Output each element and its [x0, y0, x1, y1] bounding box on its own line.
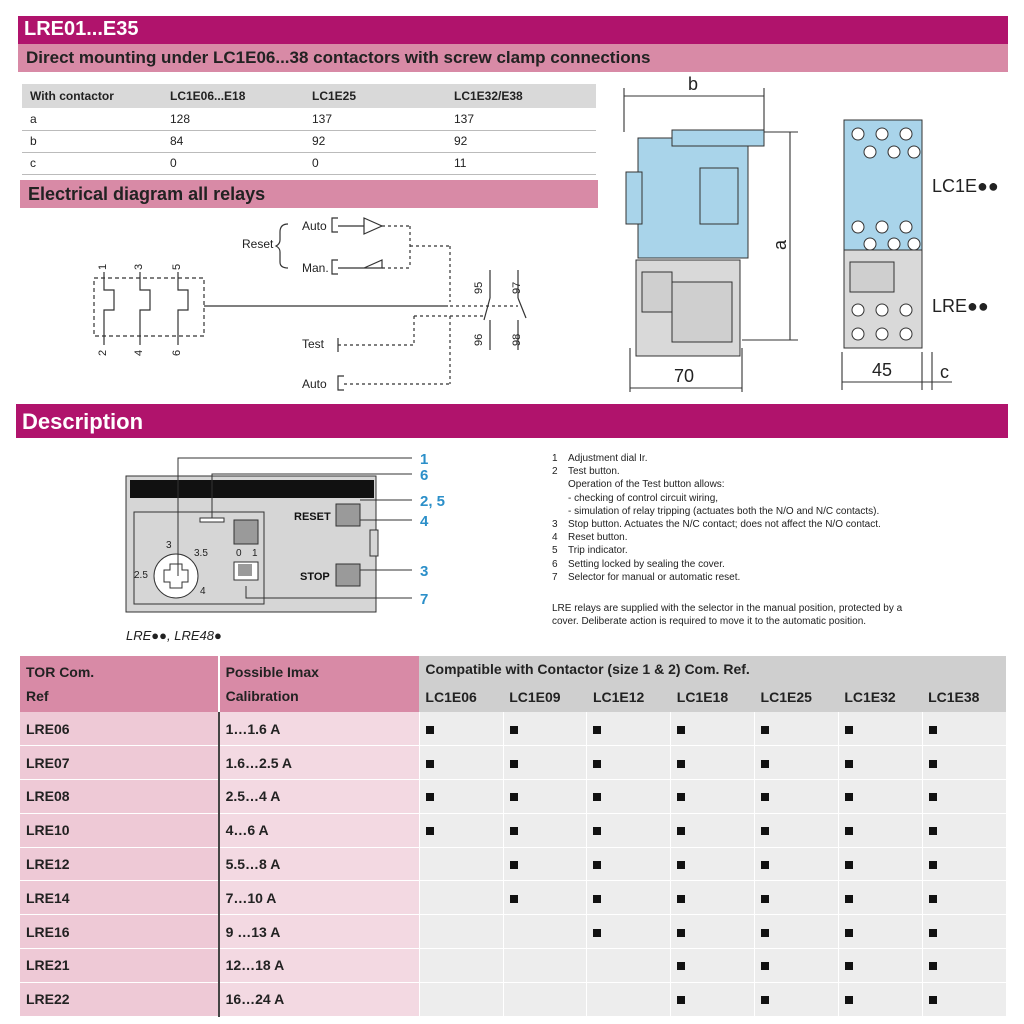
- switch-value-1: 1: [252, 548, 258, 559]
- compat-cell: [755, 881, 839, 915]
- compat-cell: [587, 982, 671, 1016]
- table-row: [22, 130, 596, 152]
- dim-cell: a: [22, 108, 162, 130]
- terminal-3: 3: [133, 263, 145, 270]
- compat-cell: [922, 746, 1006, 780]
- dim-cell: 137: [446, 108, 596, 130]
- compat-cell: [755, 746, 839, 780]
- dial-value-3: 3: [166, 540, 172, 551]
- compatible-mark-icon: [677, 726, 685, 734]
- legend-text: Trip indicator.: [568, 545, 628, 557]
- subtitle-bar: [18, 44, 1008, 72]
- legend-list: [552, 452, 1002, 584]
- dimension-drawing: [612, 72, 1012, 392]
- description-title: Description: [22, 409, 144, 434]
- dim-cell: 0: [162, 152, 304, 174]
- relay-calibration: 5.5…8 A: [219, 847, 420, 881]
- compatible-mark-icon: [761, 827, 769, 835]
- compat-cell: [587, 746, 671, 780]
- compatible-mark-icon: [593, 793, 601, 801]
- compatible-mark-icon: [593, 827, 601, 835]
- compat-cell: [922, 780, 1006, 814]
- relay-ref: LRE10: [20, 813, 219, 847]
- table-row: [20, 915, 1006, 949]
- compat-cell: [922, 881, 1006, 915]
- dim-cell: c: [22, 152, 162, 174]
- dim-cell: 84: [162, 130, 304, 152]
- compatible-mark-icon: [929, 793, 937, 801]
- compatible-mark-icon: [426, 793, 434, 801]
- legend-item: [552, 518, 1002, 531]
- compat-cell: [755, 813, 839, 847]
- compat-cell: [503, 780, 587, 814]
- compat-cell: [587, 915, 671, 949]
- relay-calibration: 16…24 A: [219, 982, 420, 1016]
- terminal-2: 2: [97, 349, 109, 356]
- compat-cell: [419, 949, 503, 983]
- table-row: [20, 746, 1006, 780]
- legend-text: Stop button. Actuates the N/C contact; does not affect the N/O contact.: [568, 519, 881, 531]
- relay-ref: LRE16: [20, 915, 219, 949]
- callout-2-5: 2, 5: [420, 493, 446, 510]
- calibration-header-line2: Calibration: [225, 688, 299, 704]
- compatible-mark-icon: [593, 861, 601, 869]
- compat-cell: [755, 915, 839, 949]
- relay-ref: LRE07: [20, 746, 219, 780]
- dim-cell: 137: [304, 108, 446, 130]
- dim-cell: 11: [446, 152, 596, 174]
- compat-cell: [671, 982, 755, 1016]
- compatible-mark-icon: [761, 929, 769, 937]
- dim-header: With contactor: [22, 84, 162, 108]
- dim-70-label: 70: [674, 366, 695, 386]
- compatible-mark-icon: [593, 760, 601, 768]
- compatible-mark-icon: [761, 895, 769, 903]
- lre-label: LRE●●: [932, 296, 989, 316]
- compat-cell: [671, 712, 755, 746]
- ref-header: [20, 656, 219, 712]
- compat-cell: [503, 915, 587, 949]
- compat-cell: [671, 949, 755, 983]
- compat-cell: [755, 949, 839, 983]
- compat-cell: [503, 982, 587, 1016]
- switch-value-0: 0: [236, 548, 242, 559]
- dim-cell: 128: [162, 108, 304, 130]
- compatible-mark-icon: [677, 996, 685, 1004]
- compat-cell: [671, 915, 755, 949]
- auto-label: Auto: [302, 219, 327, 233]
- compat-cell: [838, 949, 922, 983]
- electrical-diagram-title: Electrical diagram all relays: [28, 184, 266, 204]
- calibration-header-line1: Possible Imax: [225, 664, 319, 680]
- page-subtitle: Direct mounting under LC1E06...38 contactors with screw clamp connections: [26, 48, 651, 67]
- man-label: Man.: [302, 261, 329, 275]
- legend-item: [552, 505, 1002, 518]
- compat-cell: [587, 847, 671, 881]
- legend-text: - checking of control circuit wiring,: [568, 492, 719, 504]
- compatible-mark-icon: [845, 827, 853, 835]
- compat-cell: [587, 712, 671, 746]
- legend-item: [552, 571, 1002, 584]
- legend-item: [552, 478, 1002, 491]
- compatible-mark-icon: [510, 726, 518, 734]
- compat-cell: [755, 780, 839, 814]
- legend-item: [552, 492, 1002, 505]
- compat-cell: [503, 813, 587, 847]
- contactor-column-header: LC1E25: [755, 682, 839, 712]
- relay-ref: LRE21: [20, 949, 219, 983]
- contactor-column-header: LC1E12: [587, 682, 671, 712]
- compatible-mark-icon: [426, 726, 434, 734]
- calibration-header: [219, 656, 420, 712]
- compatible-mark-icon: [510, 793, 518, 801]
- electrical-diagram: [80, 210, 550, 400]
- compatible-mark-icon: [593, 929, 601, 937]
- compat-cell: [587, 881, 671, 915]
- legend-item: [552, 465, 1002, 478]
- legend-number: 1: [552, 453, 558, 464]
- compatible-mark-icon: [677, 895, 685, 903]
- compat-cell: [503, 881, 587, 915]
- terminal-5: 5: [171, 263, 183, 270]
- contactor-column-header: LC1E38: [922, 682, 1006, 712]
- terminal-4: 4: [133, 349, 145, 356]
- compatible-mark-icon: [593, 895, 601, 903]
- compatible-mark-icon: [761, 793, 769, 801]
- compatible-mark-icon: [677, 793, 685, 801]
- compatible-mark-icon: [845, 962, 853, 970]
- contactor-column-header: LC1E09: [503, 682, 587, 712]
- compat-cell: [838, 881, 922, 915]
- legend-number: [552, 505, 568, 518]
- relay-ref: LRE12: [20, 847, 219, 881]
- test-label: Test: [302, 337, 325, 351]
- compatible-mark-icon: [929, 962, 937, 970]
- terminal-6: 6: [171, 349, 183, 356]
- relay-calibration: 4…6 A: [219, 813, 420, 847]
- page-title-bar: [18, 16, 1008, 44]
- compatible-mark-icon: [845, 895, 853, 903]
- callout-6: 6: [420, 467, 429, 484]
- relay-ref: LRE08: [20, 780, 219, 814]
- dim-b-label: b: [688, 74, 699, 94]
- contactor-group-header: Compatible with Contactor (size 1 & 2) Com. Ref.: [419, 656, 1006, 682]
- dim-cell: 0: [304, 152, 446, 174]
- ref-header-line1: TOR Com.: [26, 664, 95, 680]
- relay-calibration: 9 …13 A: [219, 915, 420, 949]
- table-row: [22, 152, 596, 174]
- relay-calibration: 1…1.6 A: [219, 712, 420, 746]
- dim-a-label: a: [770, 239, 790, 250]
- compatible-mark-icon: [929, 760, 937, 768]
- table-row: [20, 847, 1006, 881]
- compat-cell: [922, 982, 1006, 1016]
- compat-cell: [671, 847, 755, 881]
- page-title: LRE01...E35: [24, 18, 139, 40]
- compat-cell: [671, 881, 755, 915]
- contact-95: 95: [473, 281, 485, 294]
- dial-value-2-5: 2.5: [134, 570, 148, 581]
- dim-45-label: 45: [872, 360, 893, 380]
- relay-calibration: 7…10 A: [219, 881, 420, 915]
- compat-cell: [838, 712, 922, 746]
- compatible-mark-icon: [510, 760, 518, 768]
- compat-cell: [419, 712, 503, 746]
- contactor-column-header: LC1E32: [838, 682, 922, 712]
- compatible-mark-icon: [677, 827, 685, 835]
- compat-cell: [922, 712, 1006, 746]
- compatible-mark-icon: [426, 827, 434, 835]
- dim-header: LC1E32/E38: [446, 84, 596, 108]
- dim-cell: 92: [304, 130, 446, 152]
- legend-item: [552, 558, 1002, 571]
- compat-cell: [922, 915, 1006, 949]
- relay-calibration: 12…18 A: [219, 949, 420, 983]
- legend-item: [552, 531, 1002, 544]
- dial-value-4: 4: [200, 586, 206, 597]
- relay-ref: LRE14: [20, 881, 219, 915]
- reset-button-label: RESET: [294, 511, 331, 523]
- legend-text: Test button.: [568, 466, 620, 478]
- stop-button-label: STOP: [300, 571, 330, 583]
- dim-c-label: c: [940, 362, 949, 382]
- compat-cell: [755, 712, 839, 746]
- compat-cell: [755, 847, 839, 881]
- legend-number: [552, 492, 568, 505]
- compat-cell: [755, 982, 839, 1016]
- compat-cell: [503, 949, 587, 983]
- table-row: [20, 813, 1006, 847]
- compat-cell: [419, 847, 503, 881]
- compatible-mark-icon: [761, 760, 769, 768]
- relay-ref: LRE06: [20, 712, 219, 746]
- compatible-mark-icon: [929, 895, 937, 903]
- compatible-mark-icon: [426, 760, 434, 768]
- compat-cell: [503, 847, 587, 881]
- legend-number: 4: [552, 532, 558, 544]
- compatible-mark-icon: [929, 861, 937, 869]
- compatible-mark-icon: [845, 996, 853, 1004]
- relay-caption: LRE●●, LRE48●: [126, 628, 222, 643]
- relay-calibration: 1.6…2.5 A: [219, 746, 420, 780]
- compatible-mark-icon: [510, 861, 518, 869]
- relay-calibration: 2.5…4 A: [219, 780, 420, 814]
- compat-cell: [838, 746, 922, 780]
- callout-4: 4: [420, 513, 429, 530]
- terminal-1: 1: [97, 263, 109, 270]
- compat-cell: [838, 982, 922, 1016]
- compatible-mark-icon: [761, 962, 769, 970]
- compatible-mark-icon: [929, 929, 937, 937]
- compatibility-table: [20, 656, 1006, 1017]
- compat-cell: [587, 949, 671, 983]
- contactor-column-header: LC1E18: [671, 682, 755, 712]
- compat-cell: [419, 746, 503, 780]
- compat-cell: [587, 780, 671, 814]
- legend-text: Selector for manual or automatic reset.: [568, 571, 741, 583]
- contactor-column-header: LC1E06: [419, 682, 503, 712]
- legend-text: - simulation of relay tripping (actuates both the N/O and N/C contacts).: [568, 505, 880, 517]
- auto2-label: Auto: [302, 377, 327, 391]
- legend-text: Reset button.: [568, 532, 628, 544]
- electrical-diagram-bar: [20, 180, 598, 208]
- compatible-mark-icon: [929, 996, 937, 1004]
- compat-cell: [419, 813, 503, 847]
- dimension-table: [22, 84, 596, 175]
- legend-number: 7: [552, 571, 558, 583]
- compat-cell: [671, 746, 755, 780]
- contact-96: 96: [473, 333, 485, 346]
- compatible-mark-icon: [593, 726, 601, 734]
- legend-item: [552, 452, 1002, 465]
- compatible-mark-icon: [845, 793, 853, 801]
- dim-header: LC1E06...E18: [162, 84, 304, 108]
- legend-text: Setting locked by sealing the cover.: [568, 558, 725, 570]
- compatible-mark-icon: [677, 929, 685, 937]
- callout-3: 3: [420, 563, 429, 580]
- reset-label: Reset: [242, 237, 274, 251]
- legend-note: LRE relays are supplied with the selector in the manual position, protected by a cover. Deliberate action is required to move it to the automatic position.: [552, 603, 903, 627]
- ref-header-line2: Ref: [26, 688, 49, 704]
- legend-item: [552, 544, 1002, 557]
- table-row: [22, 108, 596, 130]
- table-row: [20, 982, 1006, 1016]
- compatible-mark-icon: [510, 827, 518, 835]
- compat-cell: [419, 780, 503, 814]
- dim-cell: b: [22, 130, 162, 152]
- dim-cell: 92: [446, 130, 596, 152]
- compat-cell: [503, 746, 587, 780]
- callout-7: 7: [420, 591, 429, 608]
- compatible-mark-icon: [845, 726, 853, 734]
- compat-cell: [671, 813, 755, 847]
- table-row: [20, 949, 1006, 983]
- relay-front-drawing: [120, 446, 460, 626]
- compat-cell: [838, 813, 922, 847]
- dial-value-3-5: 3.5: [194, 548, 208, 559]
- description-bar: [16, 404, 1008, 438]
- compat-cell: [419, 915, 503, 949]
- compatible-mark-icon: [510, 895, 518, 903]
- contact-98: 98: [511, 333, 523, 346]
- lc1e-label: LC1E●●: [932, 176, 999, 196]
- relay-ref: LRE22: [20, 982, 219, 1016]
- table-row: [20, 780, 1006, 814]
- compat-cell: [587, 813, 671, 847]
- compat-cell: [838, 780, 922, 814]
- compatible-mark-icon: [929, 827, 937, 835]
- compat-cell: [671, 780, 755, 814]
- compatible-mark-icon: [929, 726, 937, 734]
- compat-cell: [922, 847, 1006, 881]
- legend-text: Operation of the Test button allows:: [568, 479, 725, 491]
- legend-text: Adjustment dial Ir.: [568, 453, 648, 464]
- compatible-mark-icon: [677, 861, 685, 869]
- dim-header: LC1E25: [304, 84, 446, 108]
- compatible-mark-icon: [761, 726, 769, 734]
- legend-number: 6: [552, 558, 558, 570]
- compat-cell: [922, 813, 1006, 847]
- contact-97: 97: [511, 281, 523, 294]
- table-row: [20, 712, 1006, 746]
- legend-number: 3: [552, 519, 558, 531]
- compatible-mark-icon: [845, 760, 853, 768]
- compatible-mark-icon: [677, 760, 685, 768]
- compatible-mark-icon: [761, 861, 769, 869]
- compat-cell: [838, 847, 922, 881]
- compatible-mark-icon: [845, 929, 853, 937]
- compat-cell: [503, 712, 587, 746]
- compat-cell: [838, 915, 922, 949]
- legend-number: 5: [552, 545, 558, 557]
- compatible-mark-icon: [845, 861, 853, 869]
- legend-number: [552, 478, 568, 491]
- legend-number: 2: [552, 466, 558, 478]
- table-row: [20, 881, 1006, 915]
- callout-1: 1: [420, 451, 429, 468]
- compat-cell: [922, 949, 1006, 983]
- compatible-mark-icon: [761, 996, 769, 1004]
- compatible-mark-icon: [677, 962, 685, 970]
- compat-cell: [419, 881, 503, 915]
- compat-cell: [419, 982, 503, 1016]
